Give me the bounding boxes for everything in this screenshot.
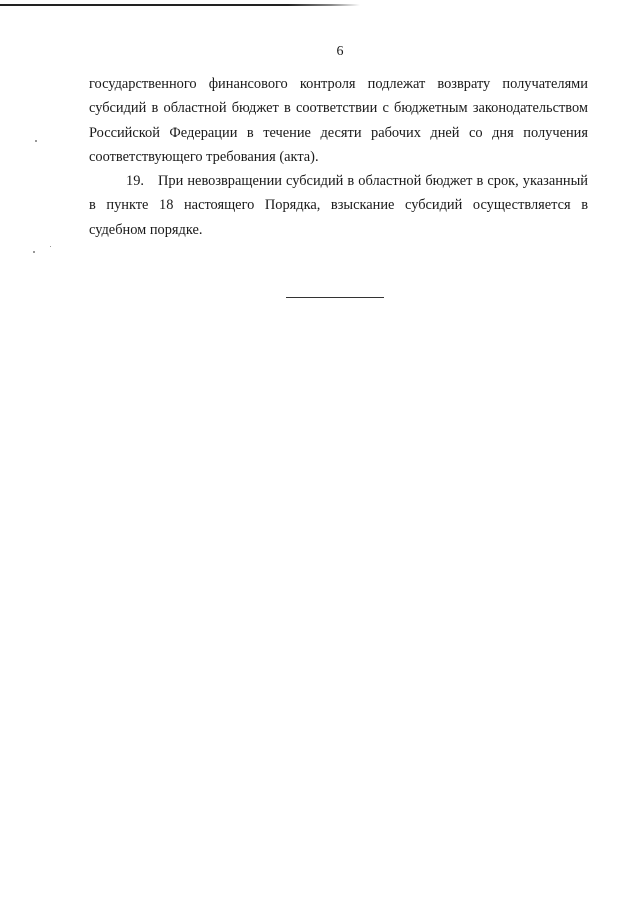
paragraph-number: 19. <box>126 173 144 190</box>
scan-speck <box>33 251 35 253</box>
page-number: 6 <box>336 44 344 59</box>
scan-speck <box>50 246 51 247</box>
paragraph-text: государственного финансового контроля подлежат возврату получателями субсидий в областной бюджет в соответствии с бюджетным законодательством Российской Федерации в течение десяти рабочих дней со дня получения соответствующего требования (акта). <box>89 76 588 165</box>
paragraph-continuation <box>89 72 588 169</box>
paragraph-item-19 <box>89 169 588 242</box>
paragraph-text: При невозвращении субсидий в областной бюджет в срок, указанный в пункте 18 настоящего Порядка, взыскание субсидий осуществляется в судебном порядке. <box>89 173 588 238</box>
document-body <box>89 72 588 242</box>
scan-speck <box>35 140 37 142</box>
scan-edge-line <box>0 4 360 6</box>
end-of-document-rule <box>286 297 384 298</box>
